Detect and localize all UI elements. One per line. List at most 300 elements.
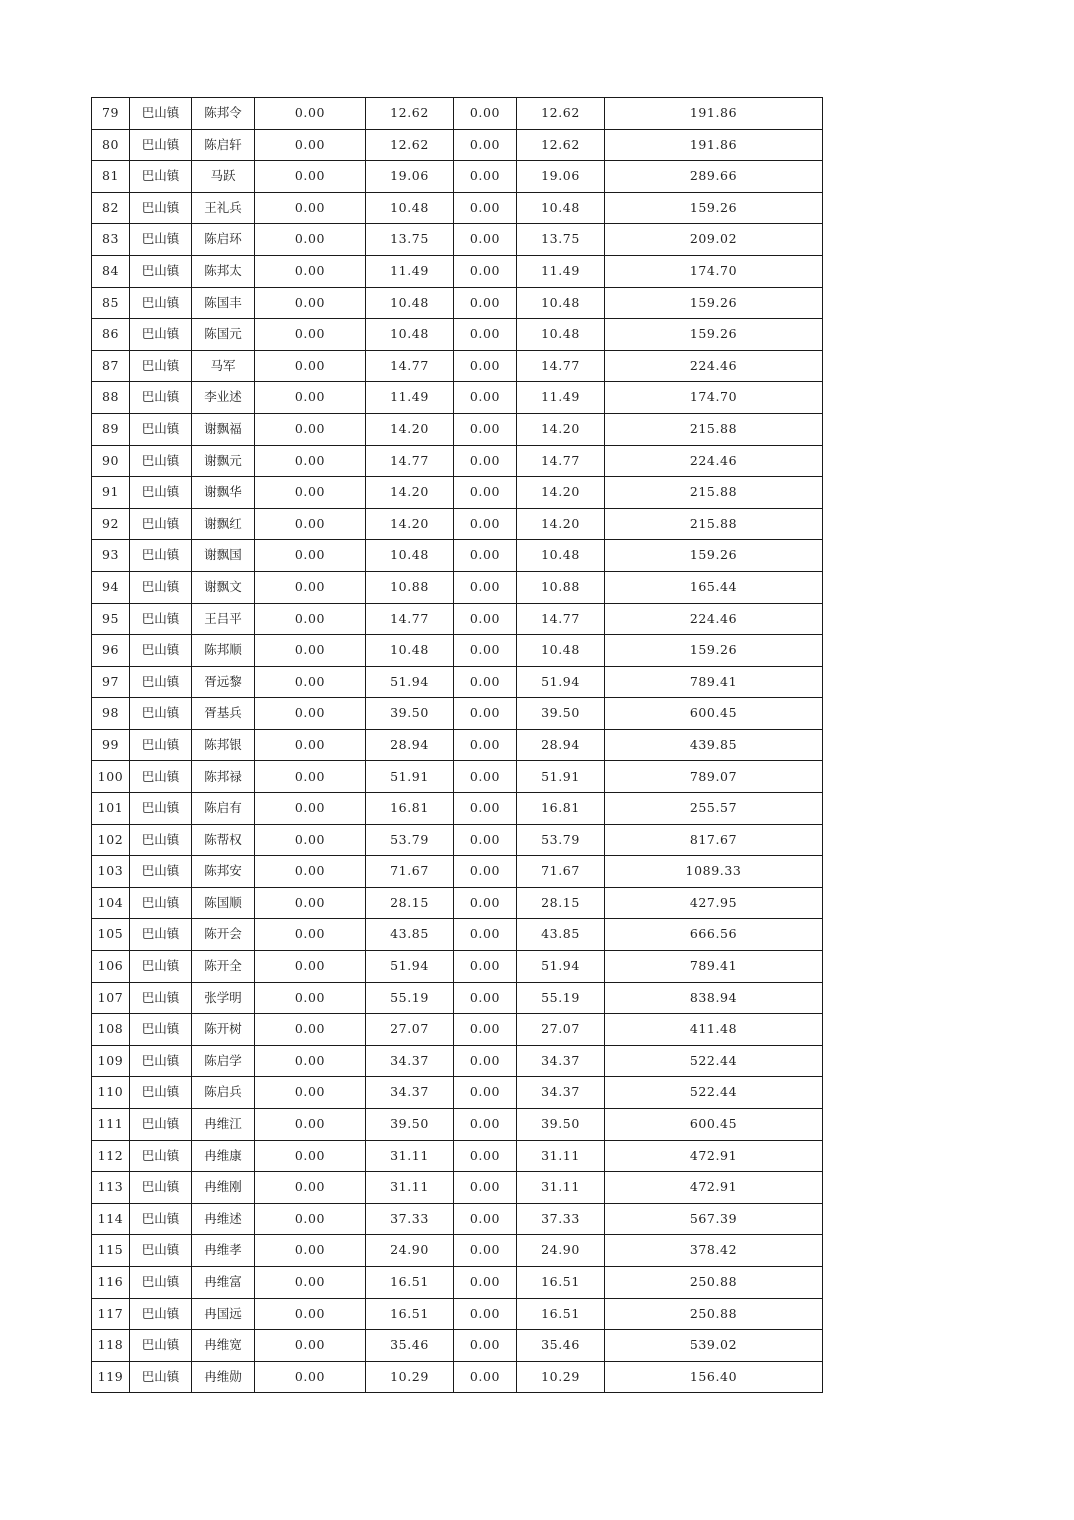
row-number-cell: 80 (92, 129, 130, 161)
value-cell: 0.00 (454, 413, 517, 445)
amount-cell: 838.94 (605, 982, 823, 1014)
town-cell: 巴山镇 (130, 477, 192, 509)
value-cell: 10.48 (517, 319, 605, 351)
amount-cell: 472.91 (605, 1172, 823, 1204)
row-number-cell: 82 (92, 192, 130, 224)
value-cell: 19.06 (366, 161, 454, 193)
value-cell: 0.00 (454, 477, 517, 509)
value-cell: 51.91 (366, 761, 454, 793)
value-cell: 0.00 (454, 1045, 517, 1077)
table-row (92, 192, 823, 224)
amount-cell: 666.56 (605, 919, 823, 951)
value-cell: 0.00 (454, 1298, 517, 1330)
value-cell: 0.00 (255, 1266, 366, 1298)
value-cell: 0.00 (255, 919, 366, 951)
value-cell: 0.00 (255, 951, 366, 983)
row-number-cell: 86 (92, 319, 130, 351)
town-cell: 巴山镇 (130, 793, 192, 825)
name-cell: 陈邦顺 (192, 635, 255, 667)
row-number-cell: 119 (92, 1361, 130, 1393)
name-cell: 谢飘红 (192, 508, 255, 540)
name-cell: 陈邦禄 (192, 761, 255, 793)
amount-cell: 439.85 (605, 729, 823, 761)
amount-cell: 600.45 (605, 698, 823, 730)
value-cell: 31.11 (366, 1172, 454, 1204)
table-row (92, 319, 823, 351)
value-cell: 14.20 (366, 508, 454, 540)
row-number-cell: 88 (92, 382, 130, 414)
value-cell: 0.00 (255, 98, 366, 130)
value-cell: 27.07 (517, 1014, 605, 1046)
table-row (92, 571, 823, 603)
value-cell: 0.00 (454, 540, 517, 572)
town-cell: 巴山镇 (130, 635, 192, 667)
value-cell: 0.00 (255, 192, 366, 224)
row-number-cell: 94 (92, 571, 130, 603)
table-row (92, 382, 823, 414)
value-cell: 16.81 (517, 793, 605, 825)
value-cell: 14.77 (366, 603, 454, 635)
amount-cell: 165.44 (605, 571, 823, 603)
value-cell: 0.00 (255, 1172, 366, 1204)
town-cell: 巴山镇 (130, 1172, 192, 1204)
value-cell: 0.00 (255, 1045, 366, 1077)
value-cell: 0.00 (255, 603, 366, 635)
name-cell: 陈启学 (192, 1045, 255, 1077)
table-row (92, 729, 823, 761)
name-cell: 马跃 (192, 161, 255, 193)
value-cell: 31.11 (366, 1140, 454, 1172)
name-cell: 冉维勋 (192, 1361, 255, 1393)
name-cell: 陈邦银 (192, 729, 255, 761)
value-cell: 39.50 (517, 698, 605, 730)
value-cell: 10.29 (366, 1361, 454, 1393)
name-cell: 陈开树 (192, 1014, 255, 1046)
table-row (92, 824, 823, 856)
name-cell: 冉国远 (192, 1298, 255, 1330)
town-cell: 巴山镇 (130, 1266, 192, 1298)
value-cell: 31.11 (517, 1140, 605, 1172)
town-cell: 巴山镇 (130, 445, 192, 477)
name-cell: 陈邦令 (192, 98, 255, 130)
town-cell: 巴山镇 (130, 1330, 192, 1362)
value-cell: 14.77 (517, 350, 605, 382)
value-cell: 51.94 (517, 951, 605, 983)
amount-cell: 1089.33 (605, 856, 823, 888)
row-number-cell: 102 (92, 824, 130, 856)
value-cell: 0.00 (454, 1172, 517, 1204)
row-number-cell: 81 (92, 161, 130, 193)
value-cell: 51.91 (517, 761, 605, 793)
town-cell: 巴山镇 (130, 224, 192, 256)
amount-cell: 215.88 (605, 413, 823, 445)
value-cell: 0.00 (454, 1330, 517, 1362)
amount-cell: 472.91 (605, 1140, 823, 1172)
value-cell: 0.00 (454, 635, 517, 667)
value-cell: 10.48 (517, 540, 605, 572)
value-cell: 11.49 (366, 382, 454, 414)
value-cell: 0.00 (454, 666, 517, 698)
value-cell: 0.00 (454, 1203, 517, 1235)
value-cell: 11.49 (517, 382, 605, 414)
name-cell: 谢飘华 (192, 477, 255, 509)
table-row (92, 1045, 823, 1077)
town-cell: 巴山镇 (130, 1014, 192, 1046)
value-cell: 0.00 (454, 698, 517, 730)
value-cell: 10.48 (517, 192, 605, 224)
table-row (92, 287, 823, 319)
town-cell: 巴山镇 (130, 129, 192, 161)
value-cell: 71.67 (517, 856, 605, 888)
amount-cell: 250.88 (605, 1298, 823, 1330)
town-cell: 巴山镇 (130, 856, 192, 888)
row-number-cell: 89 (92, 413, 130, 445)
value-cell: 53.79 (366, 824, 454, 856)
value-cell: 55.19 (517, 982, 605, 1014)
town-cell: 巴山镇 (130, 413, 192, 445)
amount-cell: 156.40 (605, 1361, 823, 1393)
value-cell: 0.00 (454, 1266, 517, 1298)
value-cell: 10.48 (366, 635, 454, 667)
table-row (92, 540, 823, 572)
value-cell: 0.00 (454, 824, 517, 856)
table-row (92, 413, 823, 445)
value-cell: 16.51 (517, 1266, 605, 1298)
row-number-cell: 105 (92, 919, 130, 951)
value-cell: 0.00 (255, 793, 366, 825)
row-number-cell: 110 (92, 1077, 130, 1109)
amount-cell: 539.02 (605, 1330, 823, 1362)
value-cell: 0.00 (255, 255, 366, 287)
value-cell: 16.51 (366, 1266, 454, 1298)
value-cell: 28.94 (517, 729, 605, 761)
row-number-cell: 93 (92, 540, 130, 572)
name-cell: 谢飘元 (192, 445, 255, 477)
value-cell: 28.15 (366, 887, 454, 919)
value-cell: 0.00 (454, 1235, 517, 1267)
value-cell: 0.00 (255, 982, 366, 1014)
row-number-cell: 97 (92, 666, 130, 698)
name-cell: 冉维宽 (192, 1330, 255, 1362)
row-number-cell: 109 (92, 1045, 130, 1077)
name-cell: 王吕平 (192, 603, 255, 635)
town-cell: 巴山镇 (130, 1109, 192, 1141)
value-cell: 0.00 (255, 1235, 366, 1267)
value-cell: 0.00 (454, 729, 517, 761)
value-cell: 12.62 (366, 129, 454, 161)
table-row (92, 1266, 823, 1298)
name-cell: 陈帮权 (192, 824, 255, 856)
value-cell: 24.90 (366, 1235, 454, 1267)
name-cell: 冉维述 (192, 1203, 255, 1235)
value-cell: 0.00 (255, 1140, 366, 1172)
row-number-cell: 111 (92, 1109, 130, 1141)
value-cell: 0.00 (454, 287, 517, 319)
amount-cell: 159.26 (605, 635, 823, 667)
value-cell: 14.20 (366, 413, 454, 445)
table-row (92, 666, 823, 698)
value-cell: 28.15 (517, 887, 605, 919)
town-cell: 巴山镇 (130, 161, 192, 193)
value-cell: 16.81 (366, 793, 454, 825)
value-cell: 71.67 (366, 856, 454, 888)
value-cell: 11.49 (366, 255, 454, 287)
row-number-cell: 85 (92, 287, 130, 319)
value-cell: 0.00 (454, 350, 517, 382)
value-cell: 0.00 (255, 224, 366, 256)
name-cell: 谢飘文 (192, 571, 255, 603)
amount-cell: 789.07 (605, 761, 823, 793)
name-cell: 胥基兵 (192, 698, 255, 730)
value-cell: 0.00 (255, 129, 366, 161)
town-cell: 巴山镇 (130, 255, 192, 287)
value-cell: 12.62 (517, 98, 605, 130)
value-cell: 0.00 (454, 1361, 517, 1393)
value-cell: 0.00 (454, 1077, 517, 1109)
value-cell: 10.48 (366, 192, 454, 224)
table-row (92, 255, 823, 287)
value-cell: 0.00 (454, 98, 517, 130)
amount-cell: 250.88 (605, 1266, 823, 1298)
value-cell: 0.00 (255, 887, 366, 919)
amount-cell: 191.86 (605, 129, 823, 161)
value-cell: 0.00 (255, 319, 366, 351)
value-cell: 10.88 (517, 571, 605, 603)
value-cell: 0.00 (255, 1298, 366, 1330)
value-cell: 0.00 (255, 445, 366, 477)
value-cell: 0.00 (255, 161, 366, 193)
row-number-cell: 116 (92, 1266, 130, 1298)
table-row (92, 982, 823, 1014)
value-cell: 0.00 (255, 761, 366, 793)
amount-cell: 522.44 (605, 1045, 823, 1077)
row-number-cell: 113 (92, 1172, 130, 1204)
value-cell: 10.48 (366, 319, 454, 351)
value-cell: 51.94 (517, 666, 605, 698)
value-cell: 0.00 (255, 856, 366, 888)
row-number-cell: 98 (92, 698, 130, 730)
town-cell: 巴山镇 (130, 951, 192, 983)
value-cell: 10.48 (366, 287, 454, 319)
row-number-cell: 91 (92, 477, 130, 509)
table-row (92, 793, 823, 825)
value-cell: 34.37 (517, 1045, 605, 1077)
town-cell: 巴山镇 (130, 350, 192, 382)
town-cell: 巴山镇 (130, 698, 192, 730)
amount-cell: 224.46 (605, 603, 823, 635)
name-cell: 胥远黎 (192, 666, 255, 698)
value-cell: 0.00 (255, 1109, 366, 1141)
table-row (92, 1235, 823, 1267)
table-row (92, 856, 823, 888)
value-cell: 0.00 (454, 951, 517, 983)
value-cell: 37.33 (366, 1203, 454, 1235)
value-cell: 27.07 (366, 1014, 454, 1046)
row-number-cell: 107 (92, 982, 130, 1014)
value-cell: 51.94 (366, 951, 454, 983)
value-cell: 10.48 (366, 540, 454, 572)
town-cell: 巴山镇 (130, 1203, 192, 1235)
value-cell: 14.77 (366, 445, 454, 477)
value-cell: 10.48 (517, 287, 605, 319)
value-cell: 14.77 (517, 603, 605, 635)
value-cell: 0.00 (255, 824, 366, 856)
value-cell: 35.46 (517, 1330, 605, 1362)
value-cell: 14.20 (517, 508, 605, 540)
amount-cell: 215.88 (605, 477, 823, 509)
value-cell: 28.94 (366, 729, 454, 761)
row-number-cell: 99 (92, 729, 130, 761)
value-cell: 0.00 (454, 793, 517, 825)
name-cell: 陈国元 (192, 319, 255, 351)
amount-cell: 600.45 (605, 1109, 823, 1141)
value-cell: 14.20 (517, 477, 605, 509)
value-cell: 55.19 (366, 982, 454, 1014)
row-number-cell: 115 (92, 1235, 130, 1267)
amount-cell: 159.26 (605, 192, 823, 224)
value-cell: 0.00 (454, 1109, 517, 1141)
value-cell: 37.33 (517, 1203, 605, 1235)
value-cell: 0.00 (454, 382, 517, 414)
town-cell: 巴山镇 (130, 571, 192, 603)
name-cell: 冉维刚 (192, 1172, 255, 1204)
row-number-cell: 92 (92, 508, 130, 540)
table-row (92, 1014, 823, 1046)
name-cell: 陈开全 (192, 951, 255, 983)
town-cell: 巴山镇 (130, 1298, 192, 1330)
town-cell: 巴山镇 (130, 761, 192, 793)
value-cell: 0.00 (255, 729, 366, 761)
value-cell: 10.29 (517, 1361, 605, 1393)
row-number-cell: 95 (92, 603, 130, 635)
amount-cell: 224.46 (605, 350, 823, 382)
value-cell: 39.50 (366, 698, 454, 730)
name-cell: 谢飘福 (192, 413, 255, 445)
amount-cell: 174.70 (605, 255, 823, 287)
town-cell: 巴山镇 (130, 824, 192, 856)
value-cell: 0.00 (454, 1014, 517, 1046)
value-cell: 10.48 (517, 635, 605, 667)
table-row (92, 508, 823, 540)
value-cell: 0.00 (255, 350, 366, 382)
table-row (92, 224, 823, 256)
value-cell: 0.00 (454, 603, 517, 635)
value-cell: 0.00 (255, 540, 366, 572)
value-cell: 0.00 (454, 161, 517, 193)
amount-cell: 209.02 (605, 224, 823, 256)
row-number-cell: 83 (92, 224, 130, 256)
town-cell: 巴山镇 (130, 382, 192, 414)
amount-cell: 789.41 (605, 951, 823, 983)
value-cell: 13.75 (517, 224, 605, 256)
value-cell: 11.49 (517, 255, 605, 287)
name-cell: 陈国顺 (192, 887, 255, 919)
row-number-cell: 108 (92, 1014, 130, 1046)
row-number-cell: 84 (92, 255, 130, 287)
value-cell: 31.11 (517, 1172, 605, 1204)
value-cell: 0.00 (255, 477, 366, 509)
value-cell: 13.75 (366, 224, 454, 256)
town-cell: 巴山镇 (130, 1140, 192, 1172)
table-row (92, 350, 823, 382)
value-cell: 0.00 (255, 698, 366, 730)
value-cell: 12.62 (517, 129, 605, 161)
amount-cell: 567.39 (605, 1203, 823, 1235)
amount-cell: 411.48 (605, 1014, 823, 1046)
name-cell: 陈启有 (192, 793, 255, 825)
town-cell: 巴山镇 (130, 1045, 192, 1077)
value-cell: 0.00 (255, 1330, 366, 1362)
row-number-cell: 104 (92, 887, 130, 919)
table-row (92, 1077, 823, 1109)
town-cell: 巴山镇 (130, 603, 192, 635)
amount-cell: 215.88 (605, 508, 823, 540)
value-cell: 0.00 (454, 571, 517, 603)
town-cell: 巴山镇 (130, 1361, 192, 1393)
value-cell: 0.00 (454, 319, 517, 351)
value-cell: 0.00 (255, 571, 366, 603)
town-cell: 巴山镇 (130, 508, 192, 540)
amount-cell: 817.67 (605, 824, 823, 856)
value-cell: 0.00 (454, 856, 517, 888)
table-row (92, 1361, 823, 1393)
table-row (92, 1330, 823, 1362)
value-cell: 16.51 (366, 1298, 454, 1330)
town-cell: 巴山镇 (130, 729, 192, 761)
value-cell: 16.51 (517, 1298, 605, 1330)
value-cell: 10.88 (366, 571, 454, 603)
row-number-cell: 79 (92, 98, 130, 130)
name-cell: 陈邦安 (192, 856, 255, 888)
amount-cell: 191.86 (605, 98, 823, 130)
value-cell: 0.00 (454, 982, 517, 1014)
amount-cell: 159.26 (605, 540, 823, 572)
town-cell: 巴山镇 (130, 287, 192, 319)
name-cell: 陈启兵 (192, 1077, 255, 1109)
value-cell: 0.00 (454, 192, 517, 224)
row-number-cell: 114 (92, 1203, 130, 1235)
value-cell: 0.00 (255, 1014, 366, 1046)
town-cell: 巴山镇 (130, 192, 192, 224)
value-cell: 0.00 (255, 635, 366, 667)
value-cell: 0.00 (454, 887, 517, 919)
table-body (92, 98, 823, 1393)
town-cell: 巴山镇 (130, 1077, 192, 1109)
amount-cell: 289.66 (605, 161, 823, 193)
town-cell: 巴山镇 (130, 887, 192, 919)
town-cell: 巴山镇 (130, 98, 192, 130)
amount-cell: 789.41 (605, 666, 823, 698)
value-cell: 0.00 (255, 508, 366, 540)
value-cell: 0.00 (255, 287, 366, 319)
table-row (92, 1203, 823, 1235)
table-row (92, 698, 823, 730)
name-cell: 冉维富 (192, 1266, 255, 1298)
town-cell: 巴山镇 (130, 319, 192, 351)
value-cell: 0.00 (255, 1361, 366, 1393)
table-row (92, 161, 823, 193)
table-row (92, 919, 823, 951)
name-cell: 冉维康 (192, 1140, 255, 1172)
name-cell: 李业述 (192, 382, 255, 414)
amount-cell: 378.42 (605, 1235, 823, 1267)
amount-cell: 224.46 (605, 445, 823, 477)
table-row (92, 1109, 823, 1141)
value-cell: 43.85 (517, 919, 605, 951)
row-number-cell: 106 (92, 951, 130, 983)
name-cell: 陈启轩 (192, 129, 255, 161)
amount-cell: 522.44 (605, 1077, 823, 1109)
